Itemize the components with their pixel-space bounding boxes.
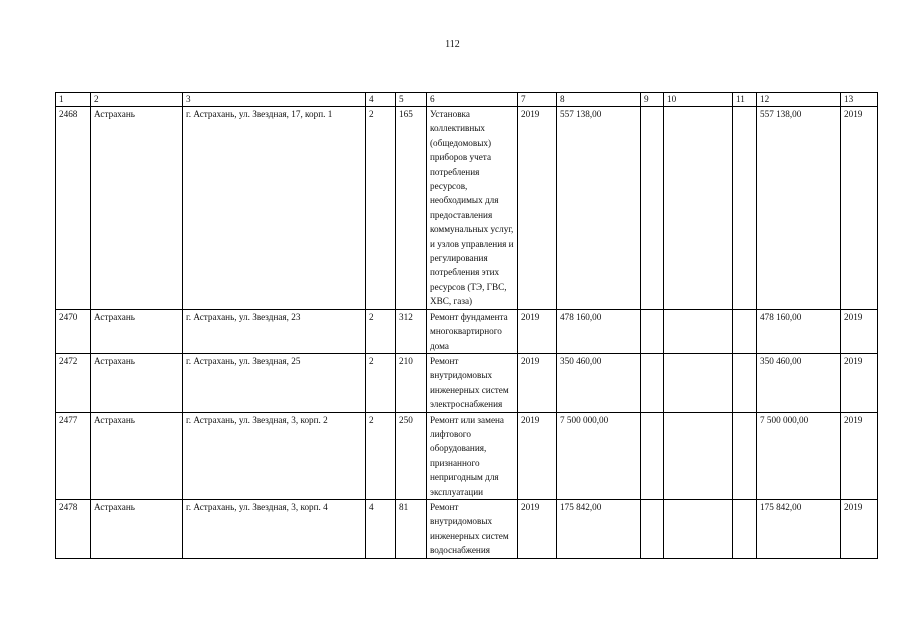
col10-cell <box>664 107 733 310</box>
work-type-cell: Ремонт внутридомовых инженерных систем водоснабжения <box>427 499 518 558</box>
year-cell: 2019 <box>518 412 557 499</box>
address-cell: г. Астрахань, ул. Звездная, 17, корп. 1 <box>183 107 366 310</box>
cost-cell: 175 842,00 <box>557 499 641 558</box>
col5-cell: 250 <box>396 412 427 499</box>
completion-year-cell: 2019 <box>841 499 878 558</box>
table-row <box>56 412 878 499</box>
col10-cell <box>664 412 733 499</box>
column-header: 5 <box>396 93 427 107</box>
completion-year-cell: 2019 <box>841 412 878 499</box>
table-row <box>56 309 878 353</box>
page-number: 112 <box>445 39 460 50</box>
record-id-cell: 2477 <box>56 412 91 499</box>
col11-cell <box>733 107 757 310</box>
municipality-cell: Астрахань <box>91 353 183 412</box>
col4-cell: 2 <box>366 107 396 310</box>
total-cell: 557 138,00 <box>757 107 841 310</box>
col9-cell <box>641 353 664 412</box>
table-row <box>56 499 878 558</box>
work-type-cell: Ремонт фундамента многоквартирного дома <box>427 309 518 353</box>
total-cell: 175 842,00 <box>757 499 841 558</box>
year-cell: 2019 <box>518 107 557 310</box>
address-cell: г. Астрахань, ул. Звездная, 23 <box>183 309 366 353</box>
col9-cell <box>641 499 664 558</box>
col11-cell <box>733 499 757 558</box>
col9-cell <box>641 107 664 310</box>
municipality-cell: Астрахань <box>91 309 183 353</box>
cost-cell: 557 138,00 <box>557 107 641 310</box>
col5-cell: 210 <box>396 353 427 412</box>
record-id-cell: 2478 <box>56 499 91 558</box>
column-header: 9 <box>641 93 664 107</box>
col4-cell: 4 <box>366 499 396 558</box>
work-type-cell: Ремонт или замена лифтового оборудования, признанного непригодным для эксплуатации <box>427 412 518 499</box>
work-type-cell: Установка коллективных (общедомовых) приборов учета потребления ресурсов, необходимых для предоставления коммунальных услуг, и узлов управления и регулирования потребления этих ресурсов (ТЭ, ГВС, ХВС, газа) <box>427 107 518 310</box>
work-type-cell: Ремонт внутридомовых инженерных систем электроснабжения <box>427 353 518 412</box>
registry-table <box>55 92 878 559</box>
column-header: 7 <box>518 93 557 107</box>
municipality-cell: Астрахань <box>91 107 183 310</box>
col10-cell <box>664 499 733 558</box>
address-cell: г. Астрахань, ул. Звездная, 25 <box>183 353 366 412</box>
column-header: 10 <box>664 93 733 107</box>
col5-cell: 312 <box>396 309 427 353</box>
column-header: 13 <box>841 93 878 107</box>
year-cell: 2019 <box>518 353 557 412</box>
col11-cell <box>733 309 757 353</box>
cost-cell: 7 500 000,00 <box>557 412 641 499</box>
column-header: 11 <box>733 93 757 107</box>
col9-cell <box>641 412 664 499</box>
record-id-cell: 2468 <box>56 107 91 310</box>
completion-year-cell: 2019 <box>841 309 878 353</box>
header-row <box>56 93 878 107</box>
column-header: 8 <box>557 93 641 107</box>
column-header: 1 <box>56 93 91 107</box>
year-cell: 2019 <box>518 309 557 353</box>
record-id-cell: 2472 <box>56 353 91 412</box>
col10-cell <box>664 309 733 353</box>
col10-cell <box>664 353 733 412</box>
column-header: 2 <box>91 93 183 107</box>
total-cell: 7 500 000,00 <box>757 412 841 499</box>
column-header: 12 <box>757 93 841 107</box>
table-row <box>56 107 878 310</box>
address-cell: г. Астрахань, ул. Звездная, 3, корп. 4 <box>183 499 366 558</box>
col11-cell <box>733 353 757 412</box>
col5-cell: 165 <box>396 107 427 310</box>
column-header: 3 <box>183 93 366 107</box>
cost-cell: 350 460,00 <box>557 353 641 412</box>
column-header: 6 <box>427 93 518 107</box>
municipality-cell: Астрахань <box>91 412 183 499</box>
col9-cell <box>641 309 664 353</box>
col11-cell <box>733 412 757 499</box>
col5-cell: 81 <box>396 499 427 558</box>
cost-cell: 478 160,00 <box>557 309 641 353</box>
column-header: 4 <box>366 93 396 107</box>
col4-cell: 2 <box>366 353 396 412</box>
total-cell: 478 160,00 <box>757 309 841 353</box>
municipality-cell: Астрахань <box>91 499 183 558</box>
table-row <box>56 353 878 412</box>
completion-year-cell: 2019 <box>841 107 878 310</box>
completion-year-cell: 2019 <box>841 353 878 412</box>
address-cell: г. Астрахань, ул. Звездная, 3, корп. 2 <box>183 412 366 499</box>
record-id-cell: 2470 <box>56 309 91 353</box>
year-cell: 2019 <box>518 499 557 558</box>
col4-cell: 2 <box>366 309 396 353</box>
col4-cell: 2 <box>366 412 396 499</box>
total-cell: 350 460,00 <box>757 353 841 412</box>
